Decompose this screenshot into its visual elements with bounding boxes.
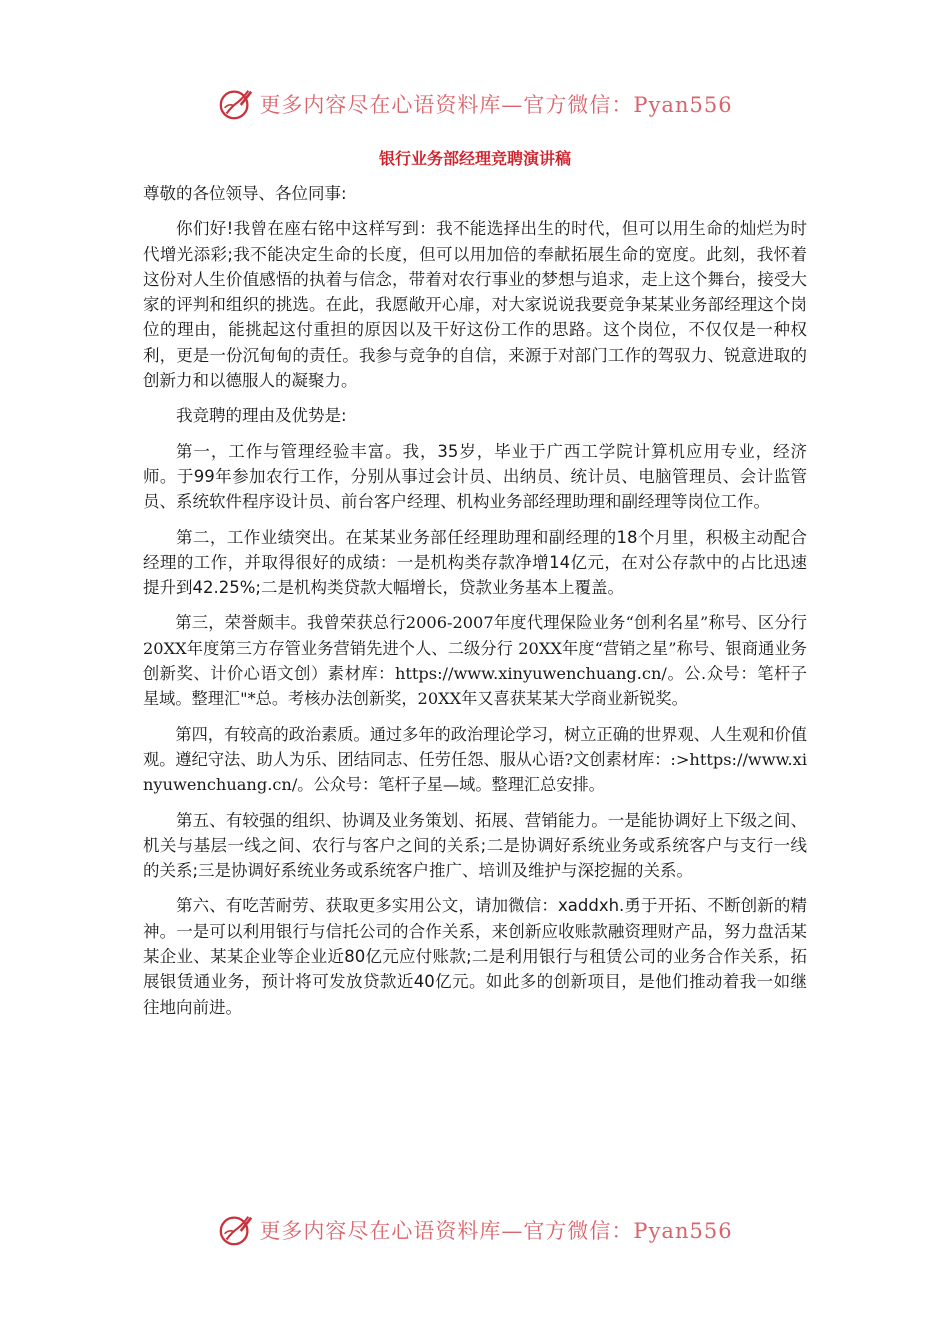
- paragraph-second: 第二，工作业绩突出。在某某业务部任经理助理和副经理的18个月里，积极主动配合经理的工作，并取得很好的成绩：一是机构类存款净增14亿元，在对公存款中的占比迅速提升到42.25%;二是机构类贷款大幅增长，贷款业务基本上覆盖。: [143, 527, 807, 598]
- paragraph-fourth: 第四，有较高的政治素质。通过多年的政治理论学习，树立正确的世界观、人生观和价值观。遵纪守法、助人为乐、团结同志、任劳任怨、服从心语?文创素材库：:>https://www.xinyuwenchuang.cn/。公众号：笔杆子星—域。整理汇总安排。: [143, 724, 807, 795]
- footer-banner-text: 更多内容尽在心语资料库—官方微信：Pyan556: [259, 1219, 733, 1243]
- greeting: 尊敬的各位领导、各位同事:: [143, 184, 347, 203]
- pen-logo-icon: [217, 1211, 255, 1249]
- document-title: 银行业务部经理竞聘演讲稿: [378, 149, 571, 168]
- document-body: [143, 181, 807, 1030]
- footer-banner: [0, 1210, 950, 1250]
- pen-logo-icon: [217, 85, 255, 123]
- paragraph-intro: 你们好!我曾在座右铭中这样写到：我不能选择出生的时代，但可以用生命的灿烂为时代增光添彩;我不能决定生命的长度，但可以用加倍的奉献拓展生命的宽度。此刻，我怀着这份对人生价值感悟的执着与信念，带着对农行事业的梦想与追求，走上这个舞台，接受大家的评判和组织的挑选。在此，我愿敞开心扉，对大家说说我要竞争某某业务部经理这个岗位的理由，能挑起这付重担的原因以及干好这份工作的思路。这个岗位，不仅仅是一种权利，更是一份沉甸甸的责任。我参与竞争的自信，来源于对部门工作的驾驭力、锐意进取的创新力和以德服人的凝聚力。: [143, 219, 807, 391]
- paragraph-third: 第三，荣誉颇丰。我曾荣获总行2006-2007年度代理保险业务“创利名星”称号、区分行20XX年度第三方存管业务营销先进个人、二级分行 20XX年度“营销之星”称号、银商通业务创新奖、计价心语文创）素材库：https://www.xinyuwenchuang.cn/。公.众号：笔杆子星域。整理汇"*总。考核办法创新奖，20XX年又喜获某某大学商业新锐奖。: [143, 613, 807, 709]
- paragraph-sixth: 第六、有吃苦耐劳、获取更多实用公文，请加微信：xaddxh.勇于开拓、不断创新的精神。一是可以利用银行与信托公司的合作关系，来创新应收账款融资理财产品，努力盘活某某企业、某某企业等企业近80亿元应付账款;二是利用银行与租赁公司的业务合作关系，拓展银赁通业务，预计将可发放贷款近40亿元。如此多的创新项目，是他们推动着我一如继往地向前进。: [143, 896, 807, 1017]
- paragraph-reasons-heading: 我竞聘的理由及优势是:: [176, 406, 347, 426]
- paragraph-first: 第一，工作与管理经验丰富。我，35岁，毕业于广西工学院计算机应用专业，经济师。于99年参加农行工作，分别从事过会计员、出纳员、统计员、电脑管理员、会计监管员、系统软件程序设计员、前台客户经理、机构业务部经理助理和副经理等岗位工作。: [143, 441, 807, 512]
- header-banner: [0, 84, 950, 124]
- header-banner-text: 更多内容尽在心语资料库—官方微信：Pyan556: [259, 93, 733, 117]
- paragraph-fifth: 第五、有较强的组织、协调及业务策划、拓展、营销能力。一是能协调好上下级之间、机关与基层一线之间、农行与客户之间的关系;二是协调好系统业务或系统客户与支行一线的关系;三是协调好系统业务或系统客户推广、培训及维护与深挖掘的关系。: [143, 810, 807, 881]
